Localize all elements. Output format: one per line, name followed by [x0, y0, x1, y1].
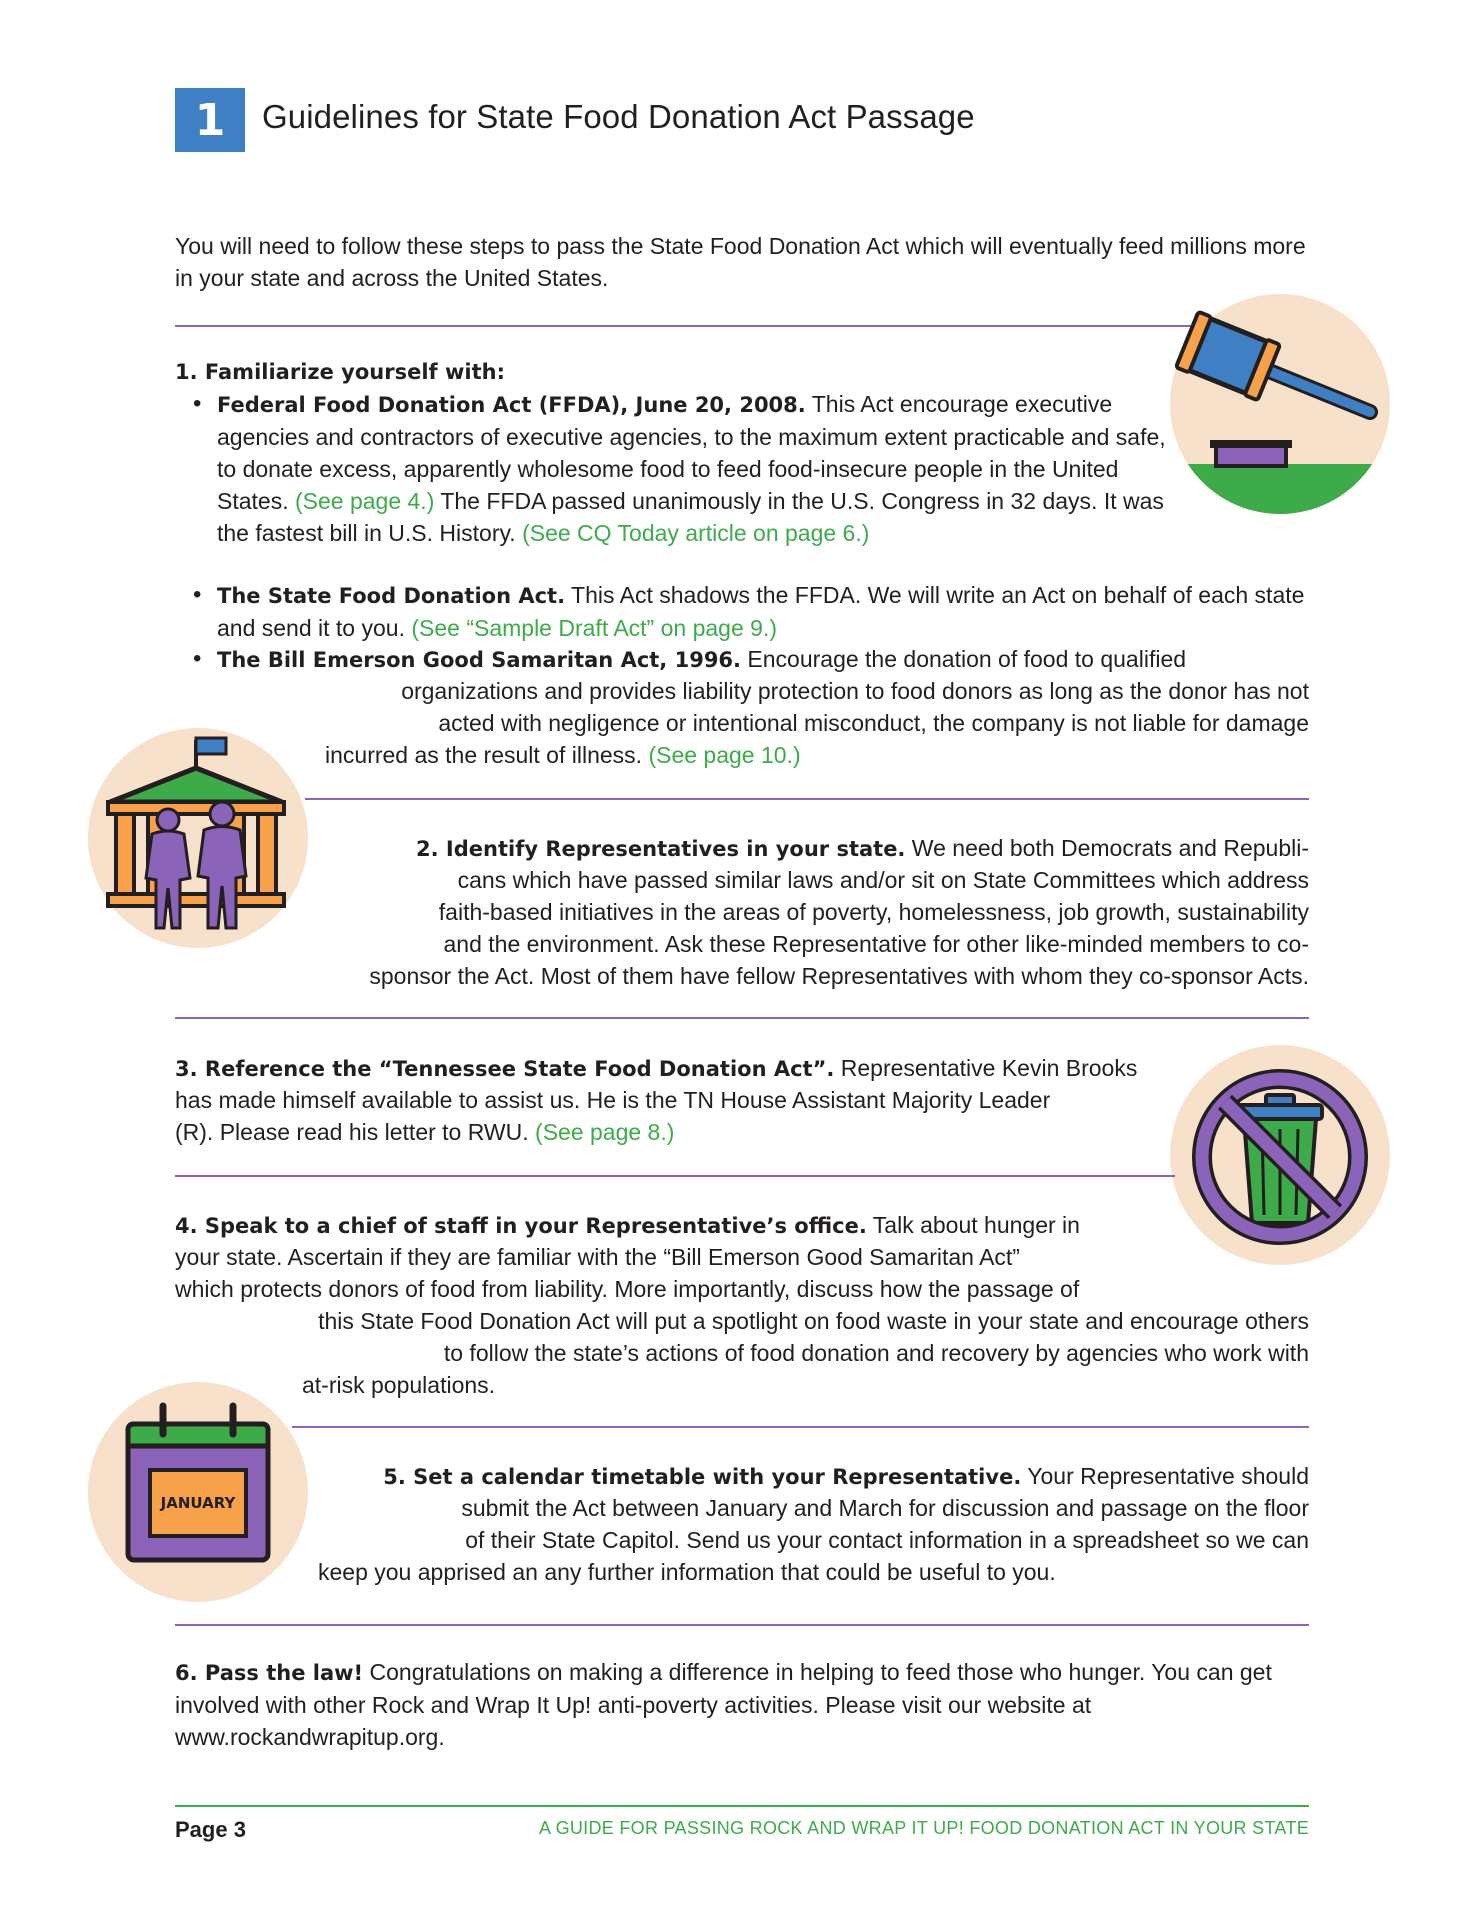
- divider: [305, 798, 1309, 800]
- footer-divider: [175, 1805, 1309, 1807]
- state-act-text: This Act shadows the FFDA. We will write an Act on behalf of each state and send it to you.: [217, 582, 1305, 641]
- good-samaritan-line-2: organizations and provides liability protection to food donors as long as the donor has not: [401, 678, 1309, 704]
- step-3-line-2: has made himself available to assist us. He is the TN House Assistant Majority Leader: [175, 1087, 1051, 1113]
- step-6-paragraph: [175, 1656, 1309, 1753]
- link-see-page-4[interactable]: (See page 4.): [294, 488, 435, 514]
- divider: [292, 1426, 1309, 1428]
- step-1-bullet-ffda: [193, 388, 1177, 549]
- step-2-line-5: sponsor the Act. Most of them have fellow Representatives with whom they co-sponsor Acts.: [369, 963, 1309, 989]
- divider: [175, 1624, 1309, 1626]
- step-4-line-5: to follow the state’s actions of food donation and recovery by agencies who work with: [443, 1340, 1309, 1366]
- step-2-line-4: and the environment. Ask these Representative for other like-minded members to co-: [443, 931, 1309, 957]
- intro-paragraph: You will need to follow these steps to pass the State Food Donation Act which will eventually feed millions more in your state and across the United States.: [175, 233, 1306, 291]
- step-4-line-6: at-risk populations.: [302, 1372, 496, 1398]
- divider: [175, 1175, 1175, 1177]
- step-5-line-2: submit the Act between January and March for discussion and passage on the floor: [461, 1495, 1309, 1521]
- ffda-title: Federal Food Donation Act (FFDA), June 20, 2008.: [217, 393, 806, 417]
- step-1-bullet-state-act: [193, 579, 1309, 644]
- good-samaritan-text-4: incurred as the result of illness.: [325, 742, 649, 768]
- step-2-heading: 2. Identify Representatives in your state.: [416, 837, 906, 861]
- bullet-dot: •: [193, 581, 202, 608]
- no-trash-icon: [1170, 1045, 1390, 1265]
- step-5-line-3: of their State Capitol. Send us your contact information in a spreadsheet so we can: [465, 1527, 1309, 1553]
- link-see-page-10[interactable]: (See page 10.): [648, 742, 801, 768]
- bullet-dot: •: [193, 645, 202, 672]
- step-4-line-2: your state. Ascertain if they are familiar with the “Bill Emerson Good Samaritan Act”: [175, 1244, 1020, 1270]
- divider: [175, 325, 1195, 327]
- good-samaritan-line-3: acted with negligence or intentional misconduct, the company is not liable for damage: [438, 710, 1309, 736]
- step-4-text-1: Talk about hunger in: [866, 1212, 1080, 1238]
- good-samaritan-line-1: Encourage the donation of food to qualified: [741, 646, 1187, 672]
- step-1-bullet-good-samaritan: [193, 643, 1309, 676]
- bullet-dot: •: [193, 390, 202, 417]
- calendar-month-label: JANUARY: [160, 1494, 236, 1512]
- section-number-badge: 1: [175, 88, 245, 152]
- step-6-heading: 6. Pass the law!: [175, 1661, 364, 1685]
- step-5-line-4: keep you apprised an any further information that could be useful to you.: [318, 1559, 1056, 1585]
- step-5-text-1: Your Representative should: [1021, 1463, 1309, 1489]
- step-1-heading: 1. Familiarize yourself with:: [175, 360, 505, 384]
- step-4-line-4: this State Food Donation Act will put a spotlight on food waste in your state and encourage others: [318, 1308, 1309, 1334]
- step-4-heading: 4. Speak to a chief of staff in your Representative’s office.: [175, 1214, 867, 1238]
- good-samaritan-line-4: [325, 739, 801, 771]
- good-samaritan-title: The Bill Emerson Good Samaritan Act, 1996.: [217, 648, 742, 672]
- step-4-line-3: which protects donors of food from liability. More importantly, discuss how the passage of: [175, 1276, 1080, 1302]
- step-2-line-1: [280, 832, 1309, 865]
- link-sample-draft-act[interactable]: (See “Sample Draft Act” on page 9.): [411, 615, 777, 641]
- step-5-line-1: [280, 1460, 1309, 1493]
- gavel-icon: [1170, 294, 1390, 514]
- divider: [175, 1017, 1309, 1019]
- calendar-icon: [88, 1382, 308, 1602]
- footer-guide-title: A GUIDE FOR PASSING ROCK AND WRAP IT UP! FOOD DONATION ACT IN YOUR STATE: [538, 1818, 1309, 1838]
- step-6-text: Congratulations on making a difference in helping to feed those who hunger. You can get involved with other Rock and Wrap It Up! anti-poverty activities. Please visit our website at www.rockandwrapitup.org.: [175, 1659, 1272, 1750]
- link-see-page-8[interactable]: (See page 8.): [535, 1119, 675, 1145]
- link-cq-today-article[interactable]: (See CQ Today article on page 6.): [522, 520, 870, 546]
- ffda-text-b: The FFDA passed unanimously in the U.S. Congress in 32 days. It was the fastest bill in U.S. History.: [217, 488, 1164, 546]
- step-3-text-3: (R). Please read his letter to RWU.: [175, 1119, 536, 1145]
- step-3-line-1: [175, 1052, 1137, 1085]
- step-3-text-1: Representative Kevin Brooks: [834, 1055, 1138, 1081]
- step-2-line-2: cans which have passed similar laws and/or sit on State Committees which address: [457, 867, 1309, 893]
- page-number: Page 3: [175, 1817, 246, 1842]
- step-5-heading: 5. Set a calendar timetable with your Representative.: [383, 1465, 1022, 1489]
- state-act-title: The State Food Donation Act.: [217, 584, 566, 608]
- page-title: Guidelines for State Food Donation Act Passage: [262, 98, 975, 135]
- step-2-text-1: We need both Democrats and Republi-: [905, 835, 1309, 861]
- ffda-text-a: This Act encourage executive agencies and contractors of executive agencies, to the maximum extent practicable and safe, to donate excess, apparently wholesome food to feed food-insecure people in the United States.: [217, 391, 1166, 514]
- step-3-line-3: [175, 1116, 674, 1148]
- step-2-line-3: faith-based initiatives in the areas of poverty, homelessness, job growth, sustainability: [438, 899, 1309, 925]
- capitol-people-icon: [88, 728, 308, 948]
- step-3-heading: 3. Reference the “Tennessee State Food Donation Act”.: [175, 1057, 835, 1081]
- step-4-line-1: [175, 1209, 1080, 1242]
